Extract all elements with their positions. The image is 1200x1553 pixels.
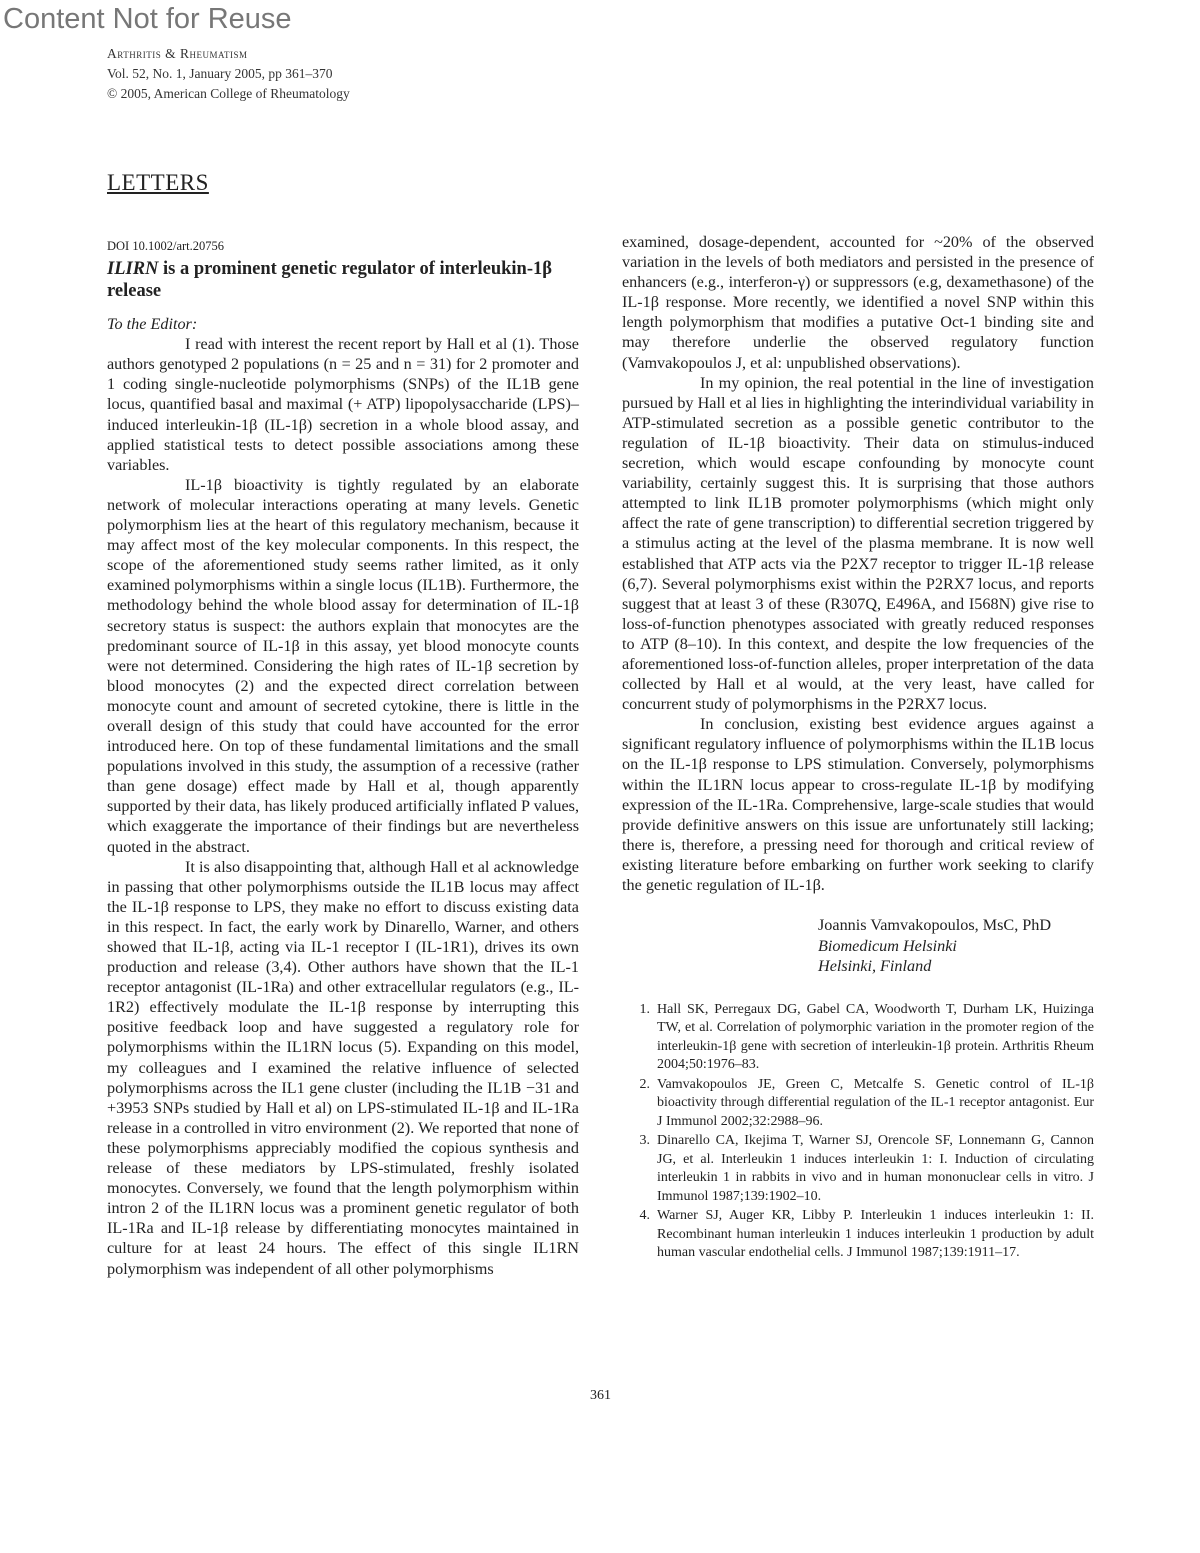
title-gene: ILIRN [107, 259, 159, 280]
left-column [107, 236, 579, 1279]
doi: DOI 10.1002/art.20756 [107, 239, 224, 253]
author-signature [818, 915, 1094, 977]
journal-copyright: © 2005, American College of Rheumatology [107, 86, 350, 101]
reference-item [622, 1132, 1094, 1206]
author-name: Joannis Vamvakopoulos, MsC, PhD [818, 916, 1052, 935]
right-column [622, 232, 1094, 1264]
journal-header [107, 44, 350, 104]
reference-text: Vamvakopoulos JE, Green C, Metcalfe S. Genetic control of IL-1β bioactivity through differential regulation of the IL-1 receptor antagonist. Eur J Immunol 2002;32:2988–96. [657, 1076, 1094, 1129]
author-affiliation: Biomedicum Helsinki [818, 936, 957, 955]
reference-item [622, 1076, 1094, 1132]
author-location: Helsinki, Finland [818, 957, 932, 976]
reference-item [622, 1001, 1094, 1075]
journal-name: Arthritis & Rheumatism [107, 46, 248, 61]
section-heading: LETTERS [107, 170, 209, 195]
reference-number: 2. [639, 1076, 650, 1092]
article-title [107, 258, 579, 302]
watermark: Content Not for Reuse [3, 3, 292, 35]
reference-text: Warner SJ, Auger KR, Libby P. Interleukin 1 induces interleukin 1: II. Recombinant human interleukin 1 induces interleukin 1 production by adult human vascular endothelial cells. J Immunol 1987;139:1911–17. [657, 1208, 1094, 1261]
paragraph-4: In my opinion, the real potential in the line of investigation pursued by Hall et al lies in highlighting the interindividual variability in ATP-stimulated secretion as a possible genetic contributor to the regulation of IL-1β bioactivity. Their data on stimulus-induced secretion, which would escape confounding by monocyte count variability, certainly suggest this. It is surprising that those authors attempted to link IL1B promoter polymorphisms (which might only affect the rate of gene transcription) to differential secretion triggered by a stimulus acting at the level of the plasma membrane. It is now well established that ATP acts via the P2X7 receptor to trigger IL-1β release (6,7). Several polymorphisms exist within the P2RX7 locus, and reports suggest that at least 3 of these (R307Q, E496A, and I568N) give rise to loss-of-function phenotypes associated with greatly reduced responses to ATP (8–10). In this context, and despite the low frequencies of the aforementioned loss-of-function alleles, proper interpretation of the data collected by Hall et al would, at the very least, have called for concurrent study of polymorphisms in the P2RX7 locus. [622, 373, 1094, 714]
paragraph-3: It is also disappointing that, although Hall et al acknowledge in passing that other polymorphisms outside the IL1B locus may affect the IL-1β response to LPS, they make no effort to discuss existing data in this respect. In fact, the early work by Dinarello, Warner, and others showed that IL-1β, acting via IL-1 receptor I (IL-1R1), drives its own production and release (3,4). Other authors have shown that the IL-1 receptor antagonist (IL-1Ra) and other extracellular regulators (e.g., IL-1R2) effectively modulate the IL-1β response by interrupting this positive feedback loop and have suggested a regulatory role for polymorphisms within the IL1RN locus (5). Expanding on this model, my colleagues and I examined the relative influence of selected polymorphisms across the IL1 gene cluster (including the IL1B −31 and +3953 SNPs studied by Hall et al) on LPS-stimulated IL-1β and IL-1Ra release in a controlled in vitro environment (2). We reported that none of these polymorphisms appreciably modified the copious synthesis and release of these mediators by LPS-stimulated, freshly isolated monocytes. Conversely, we found that the length polymorphism within intron 2 of the IL1RN locus was a prominent genetic regulator of both IL-1Ra and IL-1β release by differentiating monocytes maintained in culture for at least 24 hours. The effect of this single IL1RN polymorphism was independent of all other polymorphisms [107, 857, 579, 1278]
reference-text: Hall SK, Perregaux DG, Gabel CA, Woodworth T, Durham LK, Huizinga TW, et al. Correlation of polymorphic variation in the promoter region of the interleukin-1β gene with secretion of interleukin-1β protein. Arthritis Rheum 2004;50:1976–83. [657, 1001, 1094, 1073]
paragraph-5: In conclusion, existing best evidence argues against a significant regulatory influence of polymorphisms within the IL1B locus on the IL-1β response to LPS stimulation. Conversely, polymorphisms within the IL1RN locus appear to cross-regulate IL-1β by modifying expression of the IL-1Ra. Comprehensive, large-scale studies that would provide definitive answers on this issue are unfortunately still lacking; there is, therefore, a pressing need for thorough and critical review of existing literature before embarking on further work seeking to clarify the genetic regulation of IL-1β. [622, 715, 1094, 894]
references [622, 1001, 1094, 1263]
paragraph-1: I read with interest the recent report by Hall et al (1). Those authors genotyped 2 populations (n = 25 and n = 31) for 2 promoter and 1 coding single-nucleotide polymorphisms (SNPs) of the IL1B gene locus, quantified basal and maximal (+ ATP) lipopolysaccharide (LPS)–induced interleukin-1β (IL-1β) secretion in a whole blood assay, and applied statistical tests to detect possible associations among these variables. [107, 335, 579, 474]
reference-text: Dinarello CA, Ikejima T, Warner SJ, Orencole SF, Lonnemann G, Cannon JG, et al. Interleukin 1 induces interleukin 1: I. Induction of circulating interleukin 1 in rabbits in vivo and in human mononuclear cells in vitro. J Immunol 1987;139:1902–10. [657, 1133, 1094, 1204]
paragraph-3-continued: examined, dosage-dependent, accounted for ~20% of the observed variation in the levels of both mediators and persisted in the presence of enhancers (e.g., interferon-γ) or suppressors (e.g, dexamethasone) of the IL-1β response. More recently, we identified a novel SNP within this length polymorphism that modifies a putative Oct-1 binding site and may therefore underlie the observed regulatory function (Vamvakopoulos J, et al: unpublished observations). [622, 233, 1094, 372]
page-number: 361 [590, 1388, 611, 1403]
reference-number: 4. [639, 1208, 650, 1224]
title-rest: is a prominent genetic regulator of interleukin-1β release [107, 259, 553, 302]
reference-item [622, 1207, 1094, 1263]
reference-number: 1. [639, 1001, 650, 1017]
paragraph-2: IL-1β bioactivity is tightly regulated by an elaborate network of molecular interactions operating at many levels. Genetic polymorphism lies at the heart of this regulatory mechanism, because it may affect most of the key molecular components. In this respect, the scope of the aforementioned study seems rather limited, as it only examined polymorphisms within a single locus (IL1B). Furthermore, the methodology behind the whole blood assay for determination of IL-1β secretory status is suspect: the authors explain that monocytes are the predominant source of IL-1β in this assay, yet blood monocyte counts were not determined. Considering the high rates of IL-1β secretion by blood monocytes (2) and the expected direct correlation between monocyte count and amount of secreted cytokine, there is little in the overall design of this study that could have accounted for the error introduced here. On top of these fundamental limitations and the small populations involved in this study, the assumption of a recessive (rather than gene dosage) effect made by Hall et al, though apparently supported by their data, has likely produced artificially inflated P values, which exaggerate the importance of their findings but are nevertheless quoted in the abstract. [107, 475, 579, 856]
journal-volume: Vol. 52, No. 1, January 2005, pp 361–370 [107, 66, 333, 81]
reference-number: 3. [639, 1133, 650, 1149]
salutation: To the Editor: [107, 315, 198, 334]
